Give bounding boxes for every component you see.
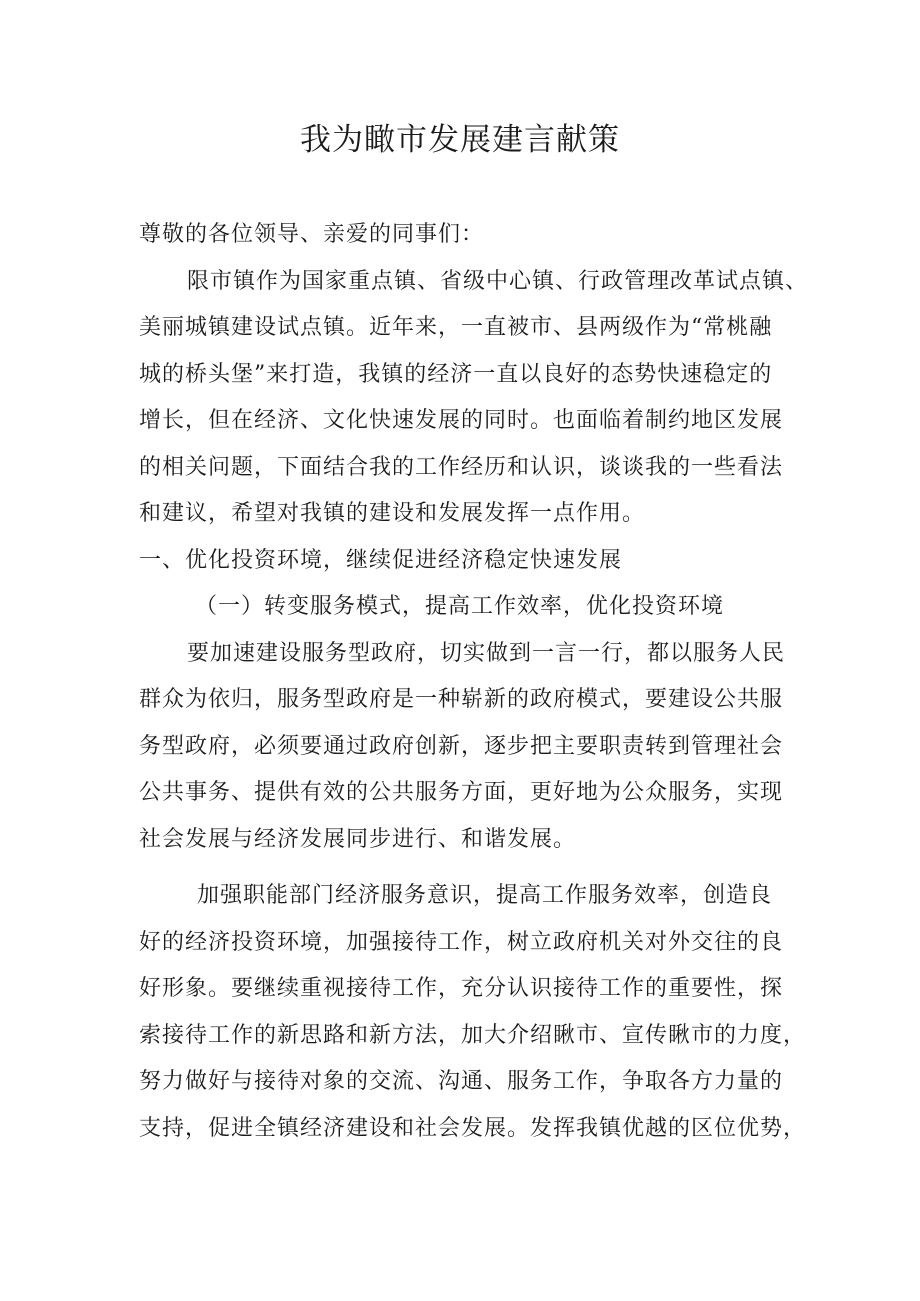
paragraph-line: 美丽城镇建设试点镇。近年来，一直被市、县两级作为“常桃融 [139, 315, 773, 340]
paragraph-line: 好形象。要继续重视接待工作，充分认识接待工作的重要性，探 [139, 976, 784, 1001]
paragraph-line: 和建议，希望对我镇的建设和发展发挥一点作用。 [139, 501, 646, 526]
paragraph-line: 城的桥头堡”来打造，我镇的经济一直以良好的态势快速稳定的 [139, 361, 773, 387]
subsection-heading: （一）转变服务模式，提高工作效率，优化投资环境 [195, 594, 725, 619]
paragraph-line: 加强职能部门经济服务意识，提高工作服务效率，创造良 [197, 883, 773, 908]
paragraph-line: 社会发展与经济发展同步进行、和谐发展。 [139, 826, 577, 852]
paragraph-line: 支持，促进全镇经济建设和社会发展。发挥我镇优越的区位优势， [139, 1115, 807, 1141]
paragraph-line: 务型政府，必须要通过政府创新，逐步把主要职责转到管理社会 [139, 733, 784, 759]
paragraph-line: 的相关问题，下面结合我的工作经历和认识，谈谈我的一些看法 [139, 454, 784, 480]
paragraph-line: 要加速建设服务型政府，切实做到一言一行，都以服务人民 [187, 640, 786, 666]
paragraph-line: 群众为依归，服务型政府是一种崭新的政府模式，要建设公共服 [139, 687, 784, 712]
paragraph-line: 好的经济投资环境，加强接待工作，树立政府机关对外交往的良 [139, 929, 784, 955]
paragraph-line: 努力做好与接待对象的交流、沟通、服务工作，争取各方力量的 [139, 1069, 784, 1094]
document-title: 我为瞰市发展建言献策 [300, 122, 620, 158]
paragraph-line: 限市镇作为国家重点镇、省级中心镇、行政管理改革试点镇、 [187, 268, 809, 294]
salutation: 尊敬的各位领导、亲爱的同事们： [139, 222, 485, 247]
document-body [139, 212, 809, 1152]
paragraph-line: 索接待工作的新思路和新方法，加大介绍瞅市、宣传瞅市的力度， [139, 1022, 807, 1048]
paragraph-line: 增长，但在经济、文化快速发展的同时。也面临着制约地区发展 [139, 408, 784, 433]
paragraph-line: 公共事务、提供有效的公共服务方面，更好地为公众服务，实现 [139, 780, 784, 805]
section-heading: 一、优化投资环境，继续促进经济稳定快速发展 [139, 547, 623, 573]
